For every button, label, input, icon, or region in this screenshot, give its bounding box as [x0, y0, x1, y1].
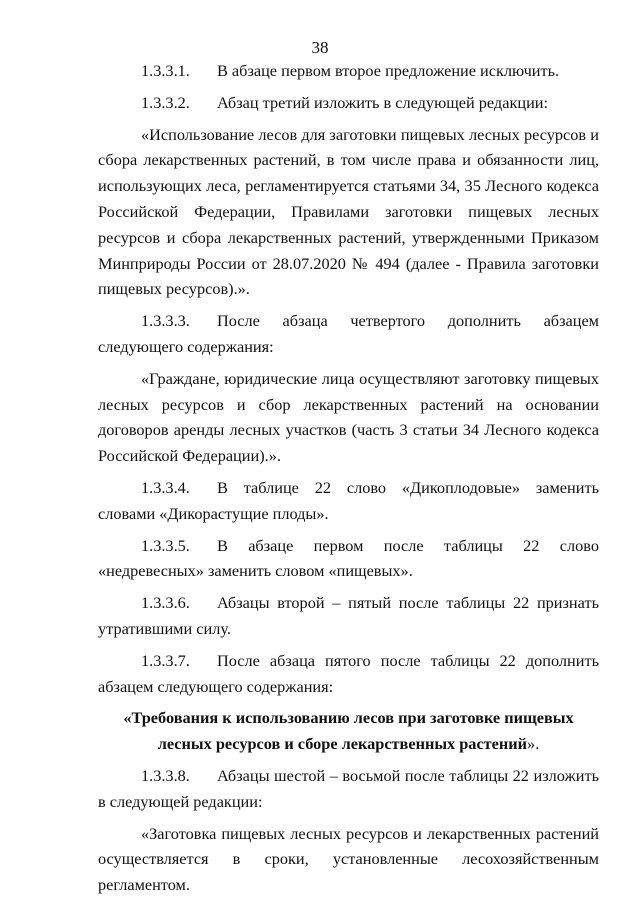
page-number: 38 [311, 38, 329, 57]
clause-number: 1.3.3.3. [141, 311, 190, 331]
clause-text: Абзацы второй – пятый после таблицы 22 признать утратившими силу. [98, 593, 599, 638]
clause-text: Абзацы шестой – восьмой после таблицы 22 изложить в следующей редакции: [98, 765, 599, 811]
clause-number: 1.3.3.8. [141, 765, 190, 785]
clause-number: 1.3.3.4. [141, 477, 190, 497]
section-heading [98, 705, 599, 757]
clause-1-3-3-1 [98, 58, 599, 84]
clause-text: Абзац третий изложить в следующей редакции: [217, 92, 549, 112]
clause-number: 1.3.3.2. [141, 92, 190, 112]
clause-1-3-3-7 [98, 648, 599, 700]
section-heading-tail: ». [527, 734, 540, 754]
clause-1-3-3-6 [98, 590, 599, 642]
document-body [98, 58, 599, 904]
quoted-paragraph: «Заготовка пищевых лесных ресурсов и лекарственных растений осуществляется в сроки, установленные лесохозяйственным регламентом. [98, 823, 599, 895]
clause-text: После абзаца пятого после таблицы 22 дополнить абзацем следующего содержания: [98, 650, 599, 696]
clause-number: 1.3.3.1. [141, 61, 190, 80]
clause-1-3-3-5 [98, 533, 599, 585]
clause-1-3-3-4 [98, 475, 599, 527]
clause-1-3-3-3 [98, 308, 599, 360]
clause-1-3-3-8 [98, 763, 599, 815]
clause-text: В таблице 22 слово «Дикоплодовые» заменить словами «Дикорастущие плоды». [98, 477, 599, 523]
clause-number: 1.3.3.6. [141, 593, 190, 613]
quoted-paragraph: «Граждане, юридические лица осуществляют заготовку пищевых лесных ресурсов и сбор лекарственных растений на основании договоров аренды лесных участков (часть 3 статьи 34 Лесного кодекса Российской Федерации).». [98, 368, 599, 466]
section-heading-text: «Требования к использованию лесов при заготовке пищевых лесных ресурсов и сборе лекарственных растений [123, 708, 574, 754]
clause-text: В абзаце первом после таблицы 22 слово «недревесных» заменить словом «пищевых». [98, 535, 599, 581]
clause-number: 1.3.3.5. [141, 535, 190, 555]
clause-text: В абзаце первом второе предложение исключить. [217, 61, 560, 80]
clause-1-3-3-2 [98, 90, 599, 116]
clause-text: После абзаца четвертого дополнить абзацем следующего содержания: [98, 311, 599, 356]
clause-number: 1.3.3.7. [141, 650, 190, 670]
quoted-paragraph: «Использование лесов для заготовки пищевых лесных ресурсов и сбора лекарственных растений, в том числе права и обязанности лиц, использующих леса, регламентируется статьями 34, 35 Лесного кодекса Российской Федерации, Правилами заготовки пищевых лесных ресурсов и сбора лекарственных растений, утвержденными Приказом Минприроды России от 28.07.2020 № 494 (далее - Правила заготовки пищевых ресурсов).». [98, 124, 599, 299]
